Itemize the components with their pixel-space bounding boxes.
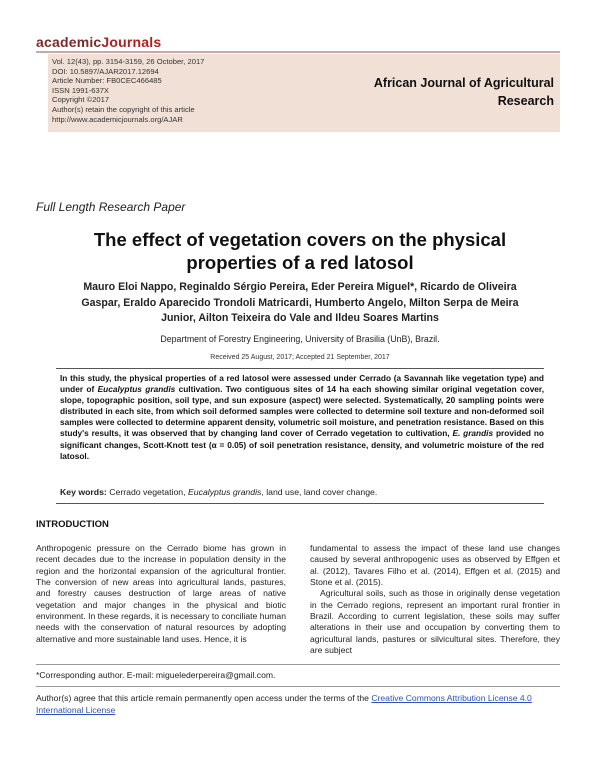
paper-type: Full Length Research Paper [36, 200, 186, 214]
license-text: Author(s) agree that this article remain permanently open access under the terms of the [36, 693, 372, 703]
keywords [60, 487, 544, 497]
article-meta-box [48, 54, 362, 132]
abstract-top-rule [56, 368, 544, 369]
body-column-right [310, 543, 560, 656]
title-line-2: properties of a red latosol [186, 252, 414, 273]
meta-rights: Author(s) retain the copyright of this article [52, 104, 195, 114]
corresponding-author: *Corresponding author. E-mail: miguelederpereira@gmail.com. [36, 670, 276, 680]
authors-line-2: Gaspar, Eraldo Aparecido Trondoli Matricardi, Humberto Angelo, Milton Serpa de Meira [81, 296, 519, 309]
header-divider [36, 51, 560, 53]
abstract-text-3: provided no significant changes, Scott-Knott test (α = 0.05) of soil penetration resistance, density, and volumetric moisture of the red latosol. [60, 428, 544, 461]
license-link[interactable]: Creative Commons Attribution License 4.0 International License [36, 693, 532, 715]
keywords-bottom-rule [56, 503, 544, 504]
title-line-1: The effect of vegetation covers on the physical [93, 229, 507, 250]
abstract-species-2: E. grandis [452, 428, 494, 439]
abstract-species: Eucalyptus grandis [97, 384, 176, 395]
keywords-text-1: Cerrado vegetation, [106, 487, 188, 497]
authors-line-1: Mauro Eloi Nappo, Reginaldo Sérgio Pereira, Eder Pereira Miguel*, Ricardo de Oliveira [83, 281, 517, 293]
body-column-left [36, 543, 286, 645]
logo-part-1: academic [36, 34, 102, 50]
journal-name-box [362, 54, 560, 132]
keywords-species: Eucalyptus grandis [187, 487, 262, 497]
paragraph: Anthropogenic pressure on the Cerrado biome has grown in recent decades due to the increase in population density in the region and the horizontal expansion of the agricultural frontier. The conversion of new areas into agricultural lands, pastures, and forestry causes destruction of large areas of native vegetation and major changes in the physical and biotic environment. In these regards, it is necessary to conciliate human needs with the conservation of natural resources by adopting alternative and more sustainable land uses. Hence, it is [36, 543, 286, 644]
journal-name-line2: Research [497, 94, 554, 108]
meta-doi: DOI: 10.5897/AJAR2017.12694 [52, 66, 159, 76]
authors-line-3: Junior, Ailton Teixeira do Vale and Ildeu Soares Martins [161, 312, 439, 324]
abstract-text-1: In this study, the physical properties of a red latosol were assessed under Cerrado (a Savannah like vegetation type) and under of [60, 373, 544, 395]
meta-article-number: Article Number: FB0CEC466485 [52, 76, 162, 86]
license-rule [36, 686, 560, 687]
paper-title [60, 228, 540, 274]
affiliation: Department of Forestry Engineering, University of Brasilia (UnB), Brazil. [160, 334, 440, 344]
footnote-rule [36, 664, 560, 665]
license-note [36, 692, 560, 716]
keywords-text-2: , land use, land cover change. [261, 487, 378, 497]
journal-name-line1: African Journal of Agricultural [373, 76, 554, 90]
keywords-label: Key words: [60, 487, 107, 497]
paragraph: fundamental to assess the impact of these land use changes caused by several anthropogenic uses as observed by Effgen et al. (2012), Tavares Filho et al. (2014), Effgen et al. (2015) and Stone et al. (2015). [310, 543, 560, 588]
meta-copyright: Copyright ©2017 [52, 95, 110, 105]
meta-volume: Vol. 12(43), pp. 3154-3159, 26 October, 2017 [52, 57, 205, 66]
received-dates: Received 25 August, 2017; Accepted 21 September, 2017 [210, 354, 390, 361]
abstract [60, 373, 544, 462]
meta-issn: ISSN 1991-637X [52, 85, 109, 95]
author-list [56, 280, 544, 327]
journal-logo [36, 34, 161, 50]
logo-part-2: Journals [101, 34, 162, 50]
meta-url[interactable]: http://www.academicjournals.org/AJAR [52, 114, 183, 124]
paragraph: Agricultural soils, such as those in originally dense vegetation in the Cerrado regions, represent an important rural frontier in Brazil. According to current legislation, these soils may suffer alterations in their use and occupation by converting them to agricultural lands, pastures or silvicultural sites. Therefore, they are subject [310, 588, 560, 656]
introduction-heading: INTRODUCTION [36, 519, 109, 530]
abstract-text-2: cultivation. Two contiguous sites of 14 ha each showing similar original vegetation cover, slope, topographic position, soil type, and sun exposure (aspect) were selected. Systematically, 20 sampling points were distributed in each site, from which soil deformed samples were collected to determine soil texture and non-deformed soil samples were collected to determine apparent density, volumetric soil moisture, and penetration resistance. Based on this study's results, it was observed that by changing land cover of Cerrado vegetation to cultivation, [60, 384, 544, 439]
